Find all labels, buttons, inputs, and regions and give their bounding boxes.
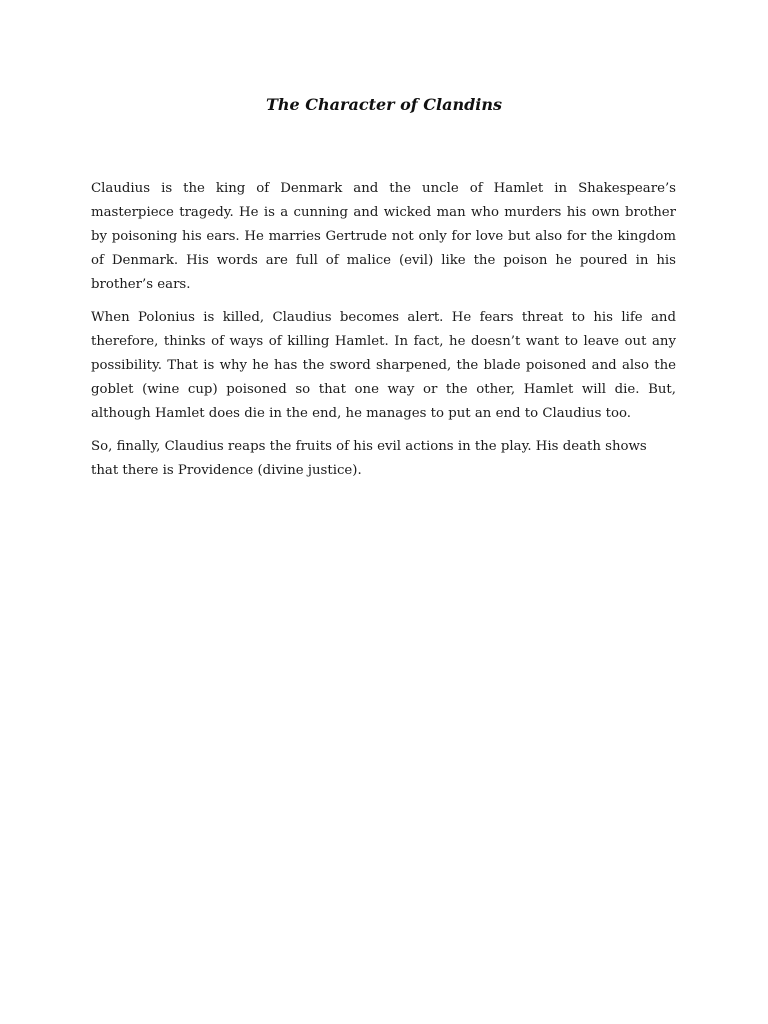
paragraph-1: Claudius is the king of Denmark and the uncle of Hamlet in Shakespeare’s masterpiece tragedy. He is a cunning and wicked man who murders his own brother by poisoning his ears. He marries Gertrude not only for love but also for the kingdom of Denmark. His words are full of malice (evil) like the poison he poured in his brother’s ears. [91, 181, 676, 292]
document-body [91, 177, 676, 492]
document-title: The Character of Clandins [266, 95, 502, 114]
paragraph-3: So, finally, Claudius reaps the fruits of his evil actions in the play. His death shows that there is Providence (divine justice). [91, 439, 647, 478]
paragraph-2: When Polonius is killed, Claudius becomes alert. He fears threat to his life and therefore, thinks of ways of killing Hamlet. In fact, he doesn’t want to leave out any possibility. That is why he has the sword sharpened, the blade poisoned and also the goblet (wine cup) poisoned so that one way or the other, Hamlet will die. But, although Hamlet does die in the end, he manages to put an end to Claudius too. [91, 310, 676, 421]
